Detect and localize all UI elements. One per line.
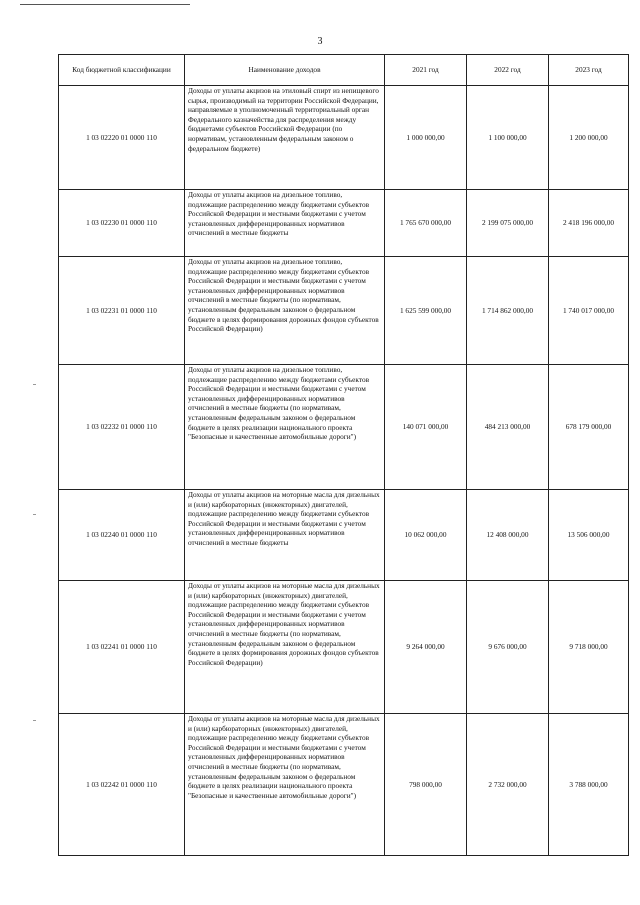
header-2023: 2023 год bbox=[549, 55, 629, 86]
row-value-2023: 13 506 000,00 bbox=[549, 490, 629, 581]
revenue-table bbox=[58, 54, 629, 856]
row-code: 1 03 02240 01 0000 110 bbox=[59, 490, 185, 581]
row-value-2021: 1 000 000,00 bbox=[385, 86, 467, 190]
header-2021: 2021 год bbox=[385, 55, 467, 86]
row-value-2022: 9 676 000,00 bbox=[467, 581, 549, 714]
row-name: Доходы от уплаты акцизов на дизельное топливо, подлежащие распределению между бюджетами субъектов Российской Федерации и местными бюджетами с учетом установленных дифференцированных нормативов отчислений в местные бюджеты (по нормативам, установленным федеральным законом о федеральном бюджете в целях реализации национального проекта "Безопасные и качественные автомобильные дороги") bbox=[185, 365, 385, 490]
row-name: Доходы от уплаты акцизов на дизельное топливо, подлежащие распределению между бюджетами субъектов Российской Федерации и местными бюджетами с учетом установленных дифференцированных нормативов отчислений в местные бюджеты (по нормативам, установленным федеральным законом о федеральном бюджете в целях формирования дорожных фондов субъектов Российской Федерации) bbox=[185, 257, 385, 365]
row-code: 1 03 02231 01 0000 110 bbox=[59, 257, 185, 365]
row-value-2022: 2 199 075 000,00 bbox=[467, 190, 549, 257]
row-code: 1 03 02241 01 0000 110 bbox=[59, 581, 185, 714]
row-value-2021: 9 264 000,00 bbox=[385, 581, 467, 714]
row-value-2023: 1 200 000,00 bbox=[549, 86, 629, 190]
margin-mark bbox=[33, 514, 36, 515]
page-number: 3 bbox=[317, 36, 323, 47]
header-2022: 2022 год bbox=[467, 55, 549, 86]
header-name: Наименование доходов bbox=[185, 55, 385, 86]
row-value-2023: 3 788 000,00 bbox=[549, 714, 629, 856]
row-code: 1 03 02232 01 0000 110 bbox=[59, 365, 185, 490]
row-value-2022: 1 714 862 000,00 bbox=[467, 257, 549, 365]
table-header-row bbox=[59, 55, 629, 86]
row-value-2021: 10 062 000,00 bbox=[385, 490, 467, 581]
table-row bbox=[59, 365, 629, 490]
row-code: 1 03 02220 01 0000 110 bbox=[59, 86, 185, 190]
row-name: Доходы от уплаты акцизов на дизельное топливо, подлежащие распределению между бюджетами субъектов Российской Федерации и местными бюджетами с учетом установленных дифференцированных нормативов отчислений в местные бюджеты bbox=[185, 190, 385, 257]
table-row bbox=[59, 86, 629, 190]
row-value-2023: 1 740 017 000,00 bbox=[549, 257, 629, 365]
row-value-2022: 484 213 000,00 bbox=[467, 365, 549, 490]
row-value-2023: 9 718 000,00 bbox=[549, 581, 629, 714]
row-value-2021: 798 000,00 bbox=[385, 714, 467, 856]
table-row bbox=[59, 714, 629, 856]
row-value-2021: 1 625 599 000,00 bbox=[385, 257, 467, 365]
row-value-2023: 2 418 196 000,00 bbox=[549, 190, 629, 257]
table-row bbox=[59, 581, 629, 714]
row-name: Доходы от уплаты акцизов на моторные масла для дизельных и (или) карбюраторных (инжекторных) двигателей, подлежащие распределению между бюджетами субъектов Российской Федерации и местными бюджетами с учетом установленных дифференцированных нормативов отчислений в местные бюджеты (по нормативам, установленным федеральным законом о федеральном бюджете в целях формирования дорожных фондов субъектов Российской Федерации) bbox=[185, 581, 385, 714]
row-code: 1 03 02230 01 0000 110 bbox=[59, 190, 185, 257]
row-value-2021: 1 765 670 000,00 bbox=[385, 190, 467, 257]
table-row bbox=[59, 257, 629, 365]
row-value-2023: 678 179 000,00 bbox=[549, 365, 629, 490]
table-row bbox=[59, 190, 629, 257]
top-scan-rule bbox=[20, 4, 190, 5]
row-value-2022: 2 732 000,00 bbox=[467, 714, 549, 856]
row-value-2022: 1 100 000,00 bbox=[467, 86, 549, 190]
margin-mark bbox=[33, 384, 36, 385]
row-name: Доходы от уплаты акцизов на моторные масла для дизельных и (или) карбюраторных (инжекторных) двигателей, подлежащие распределению между бюджетами субъектов Российской Федерации и местными бюджетами с учетом установленных дифференцированных нормативов отчислений в местные бюджеты (по нормативам, установленным федеральным законом о федеральном бюджете в целях реализации национального проекта "Безопасные и качественные автомобильные дороги") bbox=[185, 714, 385, 856]
header-code: Код бюджетной классификации bbox=[59, 55, 185, 86]
row-value-2022: 12 408 000,00 bbox=[467, 490, 549, 581]
row-name: Доходы от уплаты акцизов на моторные масла для дизельных и (или) карбюраторных (инжекторных) двигателей, подлежащие распределению между бюджетами субъектов Российской Федерации и местными бюджетами с учетом установленных дифференцированных нормативов отчислений в местные бюджеты bbox=[185, 490, 385, 581]
margin-mark bbox=[33, 720, 36, 721]
row-value-2021: 140 071 000,00 bbox=[385, 365, 467, 490]
table-row bbox=[59, 490, 629, 581]
row-name: Доходы от уплаты акцизов на этиловый спирт из непищевого сырья, производимый на территории Российской Федерации, направляемые в уполномоченный территориальный орган Федерального казначейства для распределения между бюджетами субъектов Российской Федерации (по нормативам, установленным федеральным законом о федеральном бюджете) bbox=[185, 86, 385, 190]
row-code: 1 03 02242 01 0000 110 bbox=[59, 714, 185, 856]
